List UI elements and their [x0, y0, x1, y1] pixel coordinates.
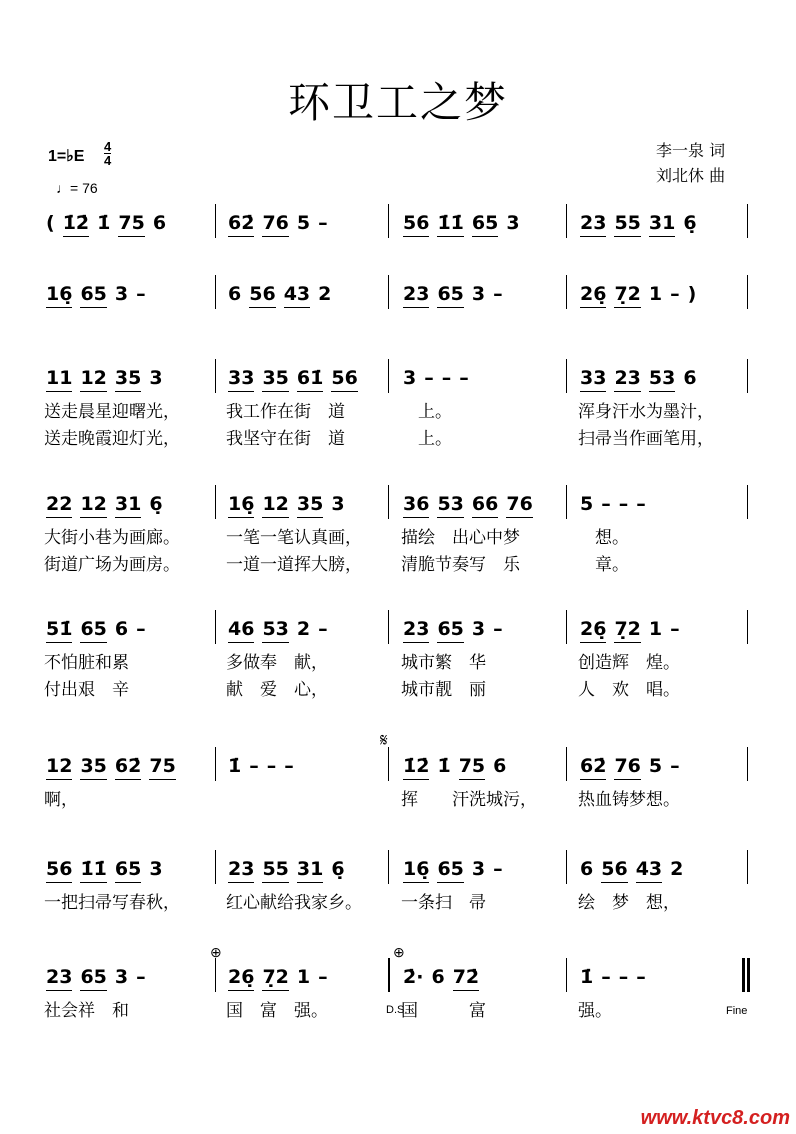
note-group: 72̇ — [453, 966, 479, 991]
note-group: 3 — [149, 367, 163, 389]
note-group: – — [493, 858, 503, 880]
note-group: 56 — [601, 858, 627, 883]
lyric-text: 上。 — [401, 429, 452, 449]
note-group: 53 — [649, 367, 675, 392]
note-group: – — [424, 367, 434, 389]
note-group: – — [493, 283, 503, 305]
note-group: 11 — [46, 367, 72, 392]
bar-line — [747, 958, 750, 992]
note-group: 56 — [249, 283, 275, 308]
note-group: 75 — [459, 755, 485, 780]
note-group: 62̇ — [580, 755, 606, 780]
measure — [228, 755, 302, 795]
note-group: – — [136, 618, 146, 640]
note-group: 31 — [115, 493, 141, 518]
note-group: – — [670, 283, 680, 305]
time-sig-bottom: 4 — [104, 153, 112, 168]
note-group: 2̇· — [403, 966, 424, 988]
bar-line — [566, 958, 567, 992]
note-group: 1̇2̇ — [403, 755, 429, 780]
segno-mark: 𝄋 — [380, 730, 388, 750]
note-group: 75 — [149, 755, 175, 780]
note-group: 36 — [403, 493, 429, 518]
note-group: – — [493, 618, 503, 640]
lyric-text: 清脆节奏写 乐 — [401, 555, 520, 575]
bar-line — [388, 359, 389, 393]
note-group: 5 — [580, 493, 594, 515]
measure — [580, 212, 705, 252]
note-group: 43 — [636, 858, 662, 883]
lyric-text: 人 欢 唱。 — [578, 680, 680, 700]
note-group: 76 — [506, 493, 532, 518]
bar-line — [747, 610, 748, 644]
note-group: 65 — [80, 283, 106, 308]
note-group: 35 — [297, 493, 323, 518]
note-group: 26̣ — [228, 966, 254, 991]
composer-credit: 刘北休 曲 — [656, 166, 726, 185]
bar-line — [388, 275, 389, 309]
note-group: 43 — [284, 283, 310, 308]
lyric-text: 我坚守在街 道 — [226, 429, 345, 449]
lyric-text: 一道一道挥大膀， — [226, 555, 362, 575]
note-group: 23 — [580, 212, 606, 237]
note-group: 1 — [648, 283, 663, 305]
note-group: 2 — [670, 858, 684, 880]
lyric-text: 浑身汗水为墨汁， — [578, 402, 714, 422]
note-group: – — [266, 755, 277, 777]
note-group: 56 — [403, 212, 429, 237]
note-group: 26̣ — [580, 618, 606, 643]
note-group: 22 — [46, 493, 72, 518]
note-group: 33 — [580, 367, 606, 392]
note-group: 65 — [115, 858, 141, 883]
note-group: 6 — [580, 858, 594, 880]
note-group: 12 — [262, 493, 288, 518]
note-group: 3 — [471, 858, 486, 880]
note-group: 65 — [437, 283, 463, 308]
note-group: ) — [687, 283, 697, 305]
watermark: www.ktvc8.com — [640, 1107, 790, 1129]
note-group: 5 — [648, 755, 663, 777]
lyric-text: 我工作在街 道 — [226, 402, 345, 422]
note-group: 3 — [114, 966, 129, 988]
bar-line — [566, 204, 567, 238]
time-sig-top: 4 — [104, 139, 112, 154]
note-group: 16̣ — [228, 493, 254, 518]
note-group: 3 — [114, 283, 129, 305]
lyric-text: 热血铸梦想。 — [578, 790, 680, 810]
lyric-text: 扫帚当作画笔用， — [578, 429, 714, 449]
note-group: 6 — [152, 212, 167, 234]
note-group: – — [249, 755, 259, 777]
lyric-text: 送走晚霞迎灯光， — [44, 429, 180, 449]
lyric-text: 创造辉 煌。 — [578, 653, 680, 673]
note-group: ( — [46, 212, 55, 234]
note-group: 61̇ — [297, 367, 323, 392]
note-group: 23 — [403, 618, 429, 643]
note-group: 1̇2̇ — [63, 212, 89, 237]
note-group: 55 — [262, 858, 288, 883]
bar-line — [566, 275, 567, 309]
note-group: 7̣2 — [614, 618, 640, 643]
note-group: – — [670, 618, 680, 640]
lyric-text: 一条扫 帚 — [401, 893, 486, 913]
lyric-text: 一笔一笔认真画， — [226, 528, 362, 548]
lyric-text: 大街小巷为画廊。 — [44, 528, 180, 548]
note-group: – — [618, 493, 629, 515]
note-group: 75 — [118, 212, 144, 237]
note-group: 62̇ — [115, 755, 141, 780]
note-group: 55 — [614, 212, 640, 237]
note-group: – — [136, 283, 146, 305]
lyric-text: 城市繁 华 — [401, 653, 486, 673]
note-group: 65 — [472, 212, 498, 237]
bar-line — [215, 275, 216, 309]
lyric-text: 送走晨星迎曙光， — [44, 402, 180, 422]
bar-line — [388, 850, 389, 884]
note-group: 3 — [471, 283, 486, 305]
time-signature — [104, 140, 111, 167]
note-group: 1 — [296, 966, 311, 988]
note-group: – — [601, 966, 611, 988]
note-group: 56 — [46, 858, 72, 883]
note-group: – — [318, 966, 328, 988]
lyric-text: 绘 梦 想， — [578, 893, 680, 913]
bar-line — [388, 204, 389, 238]
note-group: 65 — [80, 966, 106, 991]
note-group: – — [441, 367, 452, 389]
note-group: 1̇1̇ — [80, 858, 106, 883]
note-group: – — [636, 493, 646, 515]
lyric-text: 社会祥 和 — [44, 1001, 129, 1021]
lyric-text: 多做奉 献， — [226, 653, 328, 673]
note-group: – — [318, 618, 328, 640]
note-group: 3 — [471, 618, 486, 640]
lyric-text: 描绘 出心中梦 — [401, 528, 520, 548]
note-group: 1̇ — [437, 755, 451, 777]
note-group: 33 — [228, 367, 254, 392]
note-group: 23 — [46, 966, 72, 991]
note-group: 65 — [437, 618, 463, 643]
bar-line — [388, 610, 389, 644]
note-group: 12 — [80, 493, 106, 518]
note-group: – — [601, 493, 611, 515]
lyricist-credit: 李一泉 词 — [656, 141, 726, 160]
lyric-text: 上。 — [401, 402, 452, 422]
note-group: 16̣ — [403, 858, 429, 883]
note-group: 62̇ — [228, 212, 254, 237]
note-group: 6 — [228, 283, 242, 305]
note-group: 76 — [614, 755, 640, 780]
ds-mark: D.S. — [386, 1004, 408, 1016]
note-group: 6̣ — [331, 858, 345, 880]
measure — [228, 212, 336, 252]
bar-line — [566, 850, 567, 884]
note-group: 6 — [431, 966, 445, 988]
note-group: 6̣ — [149, 493, 163, 515]
bar-line — [566, 359, 567, 393]
lyric-text: 付出艰 辛 — [44, 680, 129, 700]
bar-line — [388, 485, 389, 519]
note-group: 65 — [437, 858, 463, 883]
note-group: 6̣ — [683, 212, 697, 234]
note-group: 53 — [437, 493, 463, 518]
note-group: 76 — [262, 212, 288, 237]
note-group: 31 — [649, 212, 675, 237]
lyric-text: 强。 — [578, 1001, 612, 1021]
note-group: 51̇ — [46, 618, 72, 643]
note-group: – — [618, 966, 629, 988]
coda-mark: ⊕ — [210, 944, 222, 960]
note-group: 1̇1̇ — [437, 212, 463, 237]
lyric-text: 不怕脏和累 — [44, 653, 129, 673]
note-group: 7̣2 — [614, 283, 640, 308]
note-group: 3 — [149, 858, 163, 880]
note-group: 65 — [80, 618, 106, 643]
note-group: – — [284, 755, 294, 777]
note-group: 31 — [297, 858, 323, 883]
note-group: 46 — [228, 618, 254, 643]
lyric-text: 国 富 强。 — [226, 1001, 328, 1021]
note-group: 35 — [262, 367, 288, 392]
bar-line — [747, 359, 748, 393]
lyric-text: 街道广场为画房。 — [44, 555, 180, 575]
note-group: – — [136, 966, 146, 988]
note-group: 6 — [114, 618, 129, 640]
note-group: – — [636, 966, 646, 988]
note-group: 23 — [403, 283, 429, 308]
note-group: 1̇ — [580, 966, 594, 988]
fine-mark: Fine — [726, 1005, 748, 1017]
note-group: 5 — [296, 212, 311, 234]
key-signature: 1=♭E — [48, 148, 85, 165]
bar-line — [566, 485, 567, 519]
lyric-text: 啊， — [44, 790, 78, 810]
note-group: 23 — [228, 858, 254, 883]
note-group: 2 — [296, 618, 311, 640]
measure — [46, 283, 154, 323]
lyric-text: 献 爱 心， — [226, 680, 328, 700]
bar-line — [215, 747, 216, 781]
tempo-marking: ♩= 76 — [56, 180, 98, 196]
lyric-text: 一把扫帚写春秋， — [44, 893, 180, 913]
note-group: 12 — [80, 367, 106, 392]
note-group: – — [459, 367, 469, 389]
bar-line — [747, 204, 748, 238]
note-group: – — [318, 212, 328, 234]
note-group: 56 — [331, 367, 357, 392]
lyric-text: 国 富 — [401, 1001, 537, 1021]
measure — [228, 283, 339, 323]
bar-line — [215, 485, 216, 519]
bar-line — [215, 610, 216, 644]
note-group: 1̇ — [228, 755, 242, 777]
bar-line — [215, 958, 216, 992]
measure — [403, 283, 511, 323]
note-group: 6 — [683, 367, 697, 389]
bar-line — [388, 958, 390, 992]
note-group: 16̣ — [46, 283, 72, 308]
bar-line — [747, 485, 748, 519]
note-group: 3 — [403, 367, 417, 389]
measure — [46, 212, 174, 252]
note-group: 7̣2 — [262, 966, 288, 991]
lyric-text: 城市靓 丽 — [401, 680, 486, 700]
song-title: 环卫工之梦 — [287, 78, 508, 127]
note-group: – — [670, 755, 680, 777]
note-group: 3 — [506, 212, 520, 234]
note-group: 35 — [115, 367, 141, 392]
bar-line — [566, 610, 567, 644]
note-group: 12 — [46, 755, 72, 780]
note-group: 23 — [614, 367, 640, 392]
note-group: 53 — [262, 618, 288, 643]
bar-line — [215, 850, 216, 884]
lyric-text: 章。 — [578, 555, 629, 575]
note-group: 6 — [493, 755, 507, 777]
measure — [580, 283, 704, 323]
bar-line — [388, 747, 389, 781]
measure — [403, 212, 528, 252]
note-group: 66 — [472, 493, 498, 518]
bar-line — [215, 204, 216, 238]
note-group: 1 — [648, 618, 663, 640]
bar-line — [747, 275, 748, 309]
lyric-text: 红心献给我家乡。 — [226, 893, 362, 913]
note-group: 2 — [318, 283, 332, 305]
bar-line — [215, 359, 216, 393]
bar-line — [747, 747, 748, 781]
note-group: 35 — [80, 755, 106, 780]
note-group: 3 — [331, 493, 345, 515]
note-group: 1̇ — [97, 212, 111, 234]
bar-line — [747, 850, 748, 884]
lyric-text: 挥 汗洗城污， — [401, 790, 537, 810]
coda-mark: ⊕ — [393, 944, 405, 960]
bar-line — [566, 747, 567, 781]
note-group: 26̣ — [580, 283, 606, 308]
lyric-text: 想。 — [578, 528, 629, 548]
